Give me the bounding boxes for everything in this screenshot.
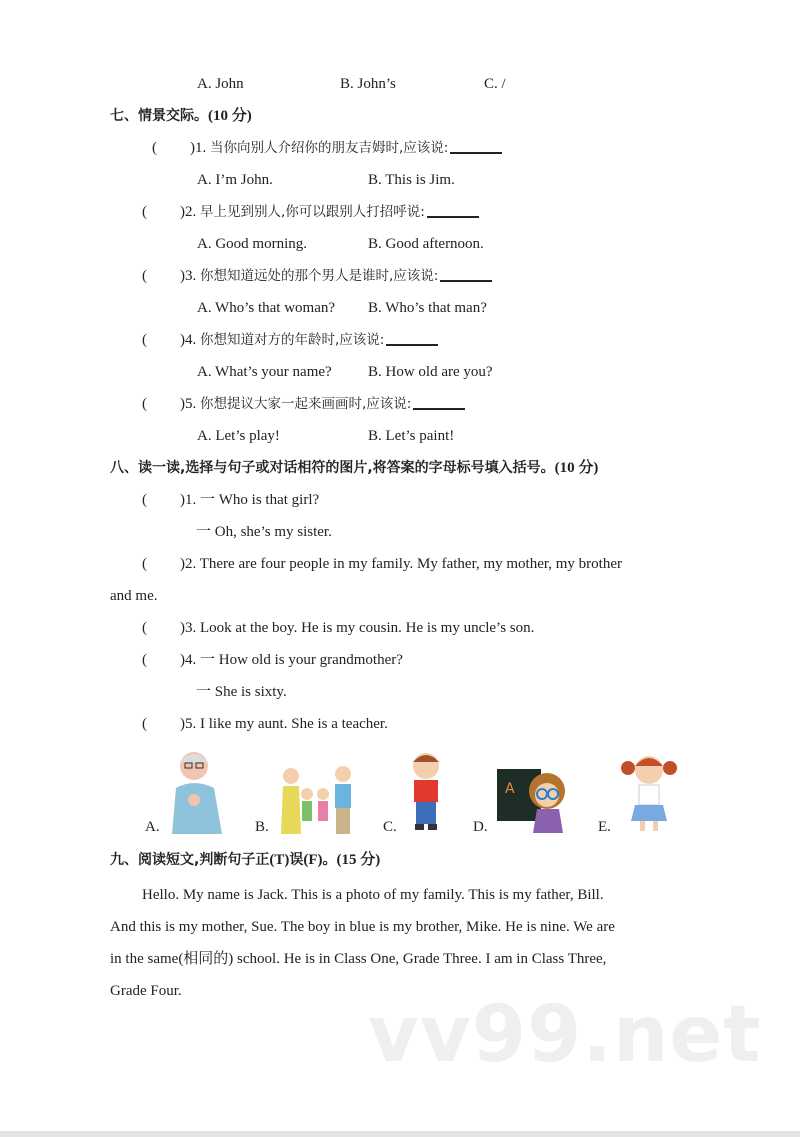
option-a: A. Let’s play! (197, 428, 280, 444)
question-2 (180, 202, 479, 222)
question-number: )3. (180, 268, 197, 284)
question-text: )5. I like my aunt. She is a teacher. (180, 716, 388, 732)
answer-paren[interactable]: ( (142, 652, 147, 668)
title-part: 误 (289, 852, 304, 868)
boy-picture (404, 748, 450, 834)
question-4 (180, 330, 438, 350)
title-part: 。 (322, 852, 337, 868)
answer-paren[interactable]: ( (142, 332, 147, 348)
question-number: )5. (180, 396, 197, 412)
answer-paren[interactable]: ( (142, 556, 147, 572)
question-number: )1. (190, 140, 207, 156)
section-score: (15 分) (336, 852, 381, 868)
answer-paren[interactable]: ( (142, 620, 147, 636)
option-b: B. How old are you? (368, 364, 493, 380)
answer-paren[interactable]: ( (142, 716, 147, 732)
question-text: 早上见到别人,你可以跟别人打招呼说: (200, 204, 425, 220)
section-9-heading (110, 850, 380, 870)
section-7-heading (110, 106, 252, 126)
question-1 (190, 138, 502, 158)
option-a: A. John (197, 76, 244, 92)
option-b: B. This is Jim. (368, 172, 455, 188)
answer-blank (427, 216, 479, 218)
option-a: A. I’m John. (197, 172, 273, 188)
section-8-heading (110, 458, 598, 478)
question-3 (180, 266, 492, 286)
false-mark: (F) (303, 852, 323, 868)
grandmother-picture (162, 748, 232, 834)
passage-line: Grade Four. (110, 983, 182, 999)
picture-label: C. (383, 819, 397, 835)
question-text: 当你向别人介绍你的朋友吉姆时,应该说: (210, 140, 449, 156)
option-a: A. Who’s that woman? (197, 300, 336, 316)
passage-line: And this is my mother, Sue. The boy in blue is my brother, Mike. He is nine. We are (110, 919, 615, 935)
girl-picture (620, 750, 678, 834)
option-a: A. Good morning. (197, 236, 307, 252)
picture-label: A. (145, 819, 160, 835)
section-score: (10 分) (554, 460, 599, 476)
question-number: )4. (180, 332, 197, 348)
picture-label: D. (473, 819, 488, 835)
answer-paren[interactable]: ( (142, 396, 147, 412)
section-score: (10 分) (208, 108, 252, 124)
answer-paren[interactable]: ( (142, 492, 147, 508)
passage-line: Hello. My name is Jack. This is a photo of my family. This is my father, Bill. (142, 887, 604, 903)
question-text: 一 Oh, she’s my sister. (196, 524, 332, 540)
answer-blank (440, 280, 492, 282)
answer-blank (386, 344, 438, 346)
question-5 (180, 394, 465, 414)
option-a: A. What’s your name? (197, 364, 332, 380)
option-c: C. / (484, 76, 506, 92)
question-text: 一 She is sixty. (196, 684, 287, 700)
true-mark: (T) (269, 852, 290, 868)
section-title: 九、阅读短文,判断句子正 (110, 852, 270, 868)
teacher-picture (497, 763, 577, 833)
question-text: )2. There are four people in my family. My father, my mother, my brother (180, 556, 622, 572)
watermark: vv99.net (368, 990, 762, 1080)
section-title: 八、读一读,选择与句子或对话相符的图片,将答案的字母标号填入括号。 (110, 460, 555, 476)
picture-label: B. (255, 819, 269, 835)
family-picture (275, 762, 361, 834)
question-text: and me. (110, 588, 158, 604)
answer-paren[interactable]: ( (142, 204, 147, 220)
question-text: )4. 一 How old is your grandmother? (180, 652, 403, 668)
option-b: B. John’s (340, 76, 396, 92)
page-bottom-divider (0, 1131, 800, 1137)
svg-text:A: A (505, 781, 515, 797)
question-text: 你想提议大家一起来画画时,应该说: (200, 396, 412, 412)
question-text: 你想知道对方的年龄时,应该说: (200, 332, 385, 348)
answer-blank (450, 152, 502, 154)
question-number: )2. (180, 204, 197, 220)
question-text: )1. 一 Who is that girl? (180, 492, 320, 508)
section-title: 七、情景交际。 (110, 108, 208, 124)
option-b: B. Let’s paint! (368, 428, 455, 444)
option-b: B. Who’s that man? (368, 300, 487, 316)
option-b: B. Good afternoon. (368, 236, 484, 252)
question-text: 你想知道远处的那个男人是谁时,应该说: (200, 268, 439, 284)
answer-paren[interactable]: ( (142, 268, 147, 284)
picture-label: E. (598, 819, 611, 835)
answer-paren[interactable]: ( (152, 140, 157, 156)
passage-line: in the same(相同的) school. He is in Class One, Grade Three. I am in Class Three, (110, 951, 607, 967)
answer-blank (413, 408, 465, 410)
question-text: )3. Look at the boy. He is my cousin. He is my uncle’s son. (180, 620, 535, 636)
